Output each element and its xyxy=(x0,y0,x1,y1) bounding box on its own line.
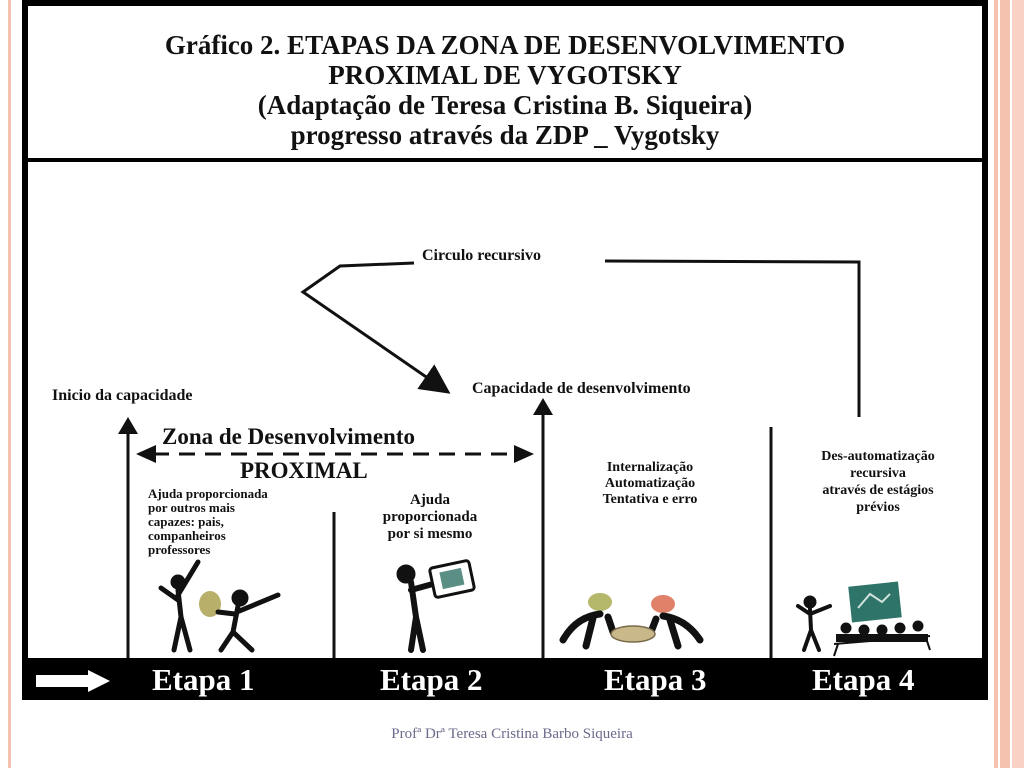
decor-stripe-1 xyxy=(994,0,998,768)
title-line-2: PROXIMAL DE VYGOTSKY xyxy=(328,60,682,90)
zone-title-line-2: PROXIMAL xyxy=(240,458,368,483)
capacity-start-label: Inicio da capacidade xyxy=(52,387,193,404)
title-line-4: progresso através da ZDP _ Vygotsky xyxy=(290,120,720,150)
footer-credit: Profª Drª Teresa Cristina Barbo Siqueira xyxy=(391,726,633,742)
stage1-people-figure xyxy=(161,562,278,650)
decor-stripe-3 xyxy=(1012,0,1024,768)
title-line-3: (Adaptação de Teresa Cristina B. Siqueira) xyxy=(257,90,753,120)
stage3-description: Internalização Automatização Tentativa e erro xyxy=(602,460,698,507)
stage2-description: Ajuda proporcionada por si mesmo xyxy=(382,492,478,542)
zone-arrow-right xyxy=(514,445,534,463)
stage4-description: Des-automatização recursiva através de estágios prévios xyxy=(821,449,935,515)
recursive-circle-path xyxy=(303,263,448,392)
recursive-circle-label: Circulo recursivo xyxy=(422,247,541,264)
zone-arrow-left xyxy=(136,445,156,463)
stage-2-label: Etapa 2 xyxy=(380,662,483,697)
stage-bar-arrow-icon xyxy=(36,670,110,692)
stage2-person-figure xyxy=(397,560,475,650)
stage-3-label: Etapa 3 xyxy=(604,662,707,697)
stage1-arrowhead xyxy=(118,417,138,434)
stage-4-label: Etapa 4 xyxy=(812,662,915,697)
decor-stripe-4 xyxy=(8,0,11,768)
stage1-description: Ajuda proporcionada por outros mais capazes: pais, companheiros professores xyxy=(148,486,268,557)
stage-1-label: Etapa 1 xyxy=(152,662,255,697)
stage3-arrowhead xyxy=(533,398,553,415)
title-line-1: Gráfico 2. ETAPAS DA ZONA DE DESENVOLVIMENTO xyxy=(164,30,846,60)
diagram-area xyxy=(28,162,982,658)
title-box xyxy=(28,6,982,158)
diagram-canvas xyxy=(28,162,982,658)
stage3-players-figure xyxy=(563,593,700,646)
decor-stripe-2 xyxy=(1000,0,1010,768)
stage4-classroom-figure xyxy=(798,581,930,656)
zone-title-line-1: Zona de Desenvolvimento xyxy=(162,424,415,449)
development-capacity-label: Capacidade de desenvolvimento xyxy=(472,380,691,397)
